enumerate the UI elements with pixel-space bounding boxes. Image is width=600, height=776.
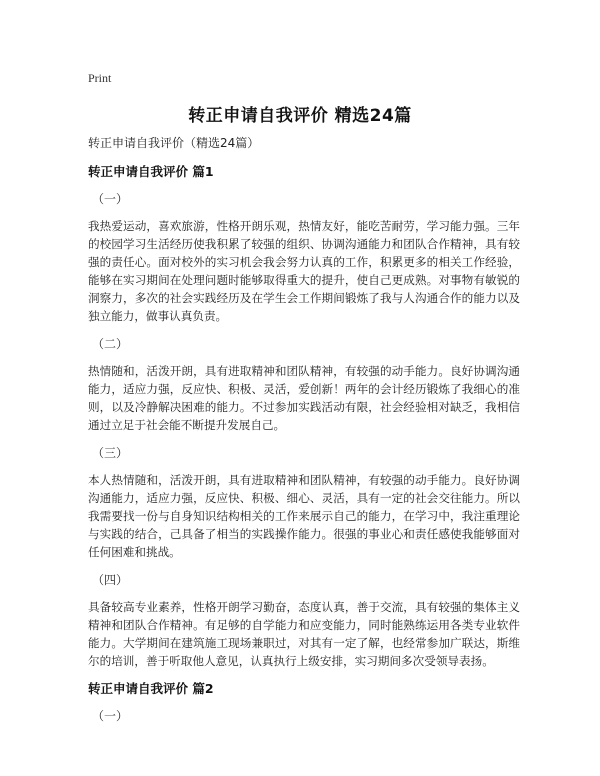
print-link[interactable]: Print — [88, 71, 112, 85]
paragraph: 我热爱运动，喜欢旅游，性格开朗乐观，热情友好，能吃苦耐劳，学习能力强。三年的校园学习生活经历使我积累了较强的组织、协调沟通能力和团队合作精神，具有较强的责任心。面对校外的实习机会我会努力认真的工作，积累更多的相关工作经验，能够在实习期间在处理问题时能够取得重大的提升，使自己更成熟。对事物有敏锐的洞察力，多次的社会实践经历及在学生会工作期间锻炼了我与人沟通合作的能力以及独立能力，做事认真负责。 — [88, 219, 520, 323]
part-marker: （一） — [92, 709, 129, 723]
part-marker: （三） — [92, 446, 129, 460]
part-marker: （一） — [92, 192, 129, 206]
article-1 — [88, 163, 520, 670]
article-2 — [88, 680, 520, 725]
paragraph: 具备较高专业素养，性格开朗学习勤奋，态度认真，善于交流，具有较强的集体主义精神和团队合作精神。有足够的自学能力和应变能力，同时能熟练运用各类专业软件能力。大学期间在建筑施工现场兼职过，对其有一定了解，也经常参加广联达，斯维尔的培训，善于听取他人意见，认真执行上级安排，实习期间多次受领导表扬。 — [88, 600, 520, 668]
paragraph: 本人热情随和，活泼开朗，具有进取精神和团队精神，有较强的动手能力。良好协调沟通能力，适应力强，反应快、积极、细心、灵活，具有一定的社会交往能力。所以我需要找一份与自身知识结构相关的工作来展示自己的能力，在学习中，我注重理论与实践的结合，己具备了相当的实践操作能力。很强的事业心和责任感使我能够面对任何困难和挑战。 — [88, 473, 520, 559]
article-heading: 转正申请自我评价 篇1 — [88, 164, 214, 179]
part-marker: （二） — [92, 337, 129, 351]
article-heading: 转正申请自我评价 篇2 — [88, 681, 214, 696]
document-body — [88, 134, 520, 734]
page-title: 转正申请自我评价 精选24篇 — [188, 106, 412, 126]
document-subtitle: 转正申请自我评价（精选24篇） — [88, 136, 260, 150]
paragraph: 热情随和，活泼开朗，具有进取精神和团队精神，有较强的动手能力。良好协调沟通能力，适应力强，反应快、积极、灵活，爱创新！两年的会计经历锻炼了我细心的准则，以及冷静解决困难的能力。不过参加实践活动有限，社会经验相对缺乏，我相信通过立足于社会能不断提升发展自己。 — [88, 364, 520, 432]
part-marker: （四） — [92, 573, 129, 587]
